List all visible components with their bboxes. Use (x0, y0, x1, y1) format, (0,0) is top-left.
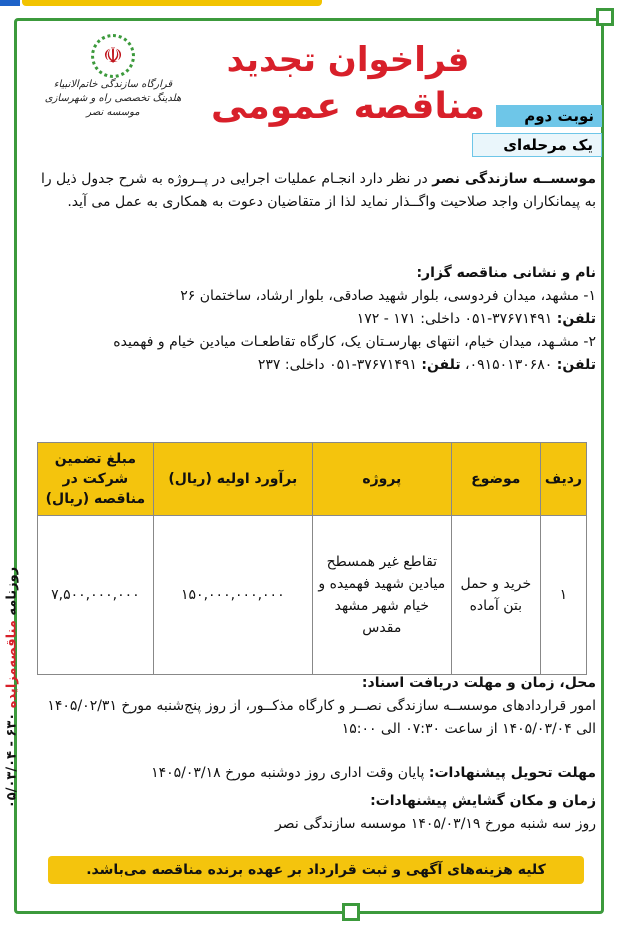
org-logo (38, 34, 188, 169)
phone-2 (34, 354, 596, 377)
phone-1 (34, 308, 596, 331)
frame-bottom-square (342, 903, 360, 921)
address-2: ۲- مشـهد، میدان خیام، انتهای بهارسـتان یک، کارگاه تقاطعـات میادین خیام و فهمیده (113, 334, 596, 350)
cell-project: تقاطع غیر همسطح میادین شهید فهمیده و خیام شهر مشهد مقدس (312, 516, 451, 675)
top-accent-blue (0, 0, 20, 6)
opening-section (34, 790, 596, 836)
side-suffix: ۶۳۰ - ۰۵/۰۳/۰۴ (4, 708, 20, 809)
phone-2-label: تلفن: (556, 357, 596, 373)
stage-tag: یک مرحله‌ای (472, 133, 602, 157)
address-1: ۱- مشهد، میدان فردوسی، بلوار شهید صادقی، بلوار ارشاد، ساختمان ۲۶ (180, 288, 596, 304)
deadline-section (34, 762, 596, 785)
header-guarantee: مبلغ تضمین شرکت در مناقصه (ریال) (38, 443, 154, 516)
intro-paragraph (34, 168, 596, 214)
org-name: موسســه سازندگی نصر (432, 171, 596, 187)
header-project: پروژه (312, 443, 451, 516)
logo-line-3: موسسه نصر (86, 107, 140, 118)
opening-heading: زمان و مکان گشایش پیشنهادات: (370, 793, 596, 809)
header-estimate: برآورد اولیه (ریال) (153, 443, 312, 516)
opening-text: روز سه شنبه مورخ ۱۴۰۵/۰۳/۱۹ موسسه سازندگی نصر (274, 816, 596, 832)
side-name: مناقصه‌مزایده (4, 620, 20, 709)
phone-1-value: ۳۷۶۷۱۴۹۱-۰۵۱ داخلی: ۱۷۱ - ۱۷۲ (356, 311, 557, 327)
table-header-row (38, 443, 587, 516)
newspaper-side-label (5, 538, 20, 838)
deadline-heading: مهلت تحویل پیشنهادات: (428, 765, 596, 781)
header-subject: موضوع (451, 443, 540, 516)
round-tag: نوبت دوم (496, 105, 602, 127)
cell-subject: خرید و حمل بتن آماده (451, 516, 540, 675)
title-line-1: فراخوان تجدید (226, 40, 470, 80)
docs-text: امور قراردادهای موسســه سازندگی نصــر و کارگاه مذکــور، از روز پنج‌شنبه مورخ ۱۴۰۵/۰۲/۳۱ الی ۱۴۰۵/۰۳/۰۴ از ساعت ۰۷:۳۰ الی ۱۵:۰۰ (47, 698, 596, 737)
title-line-2: مناقصه عمومی (211, 86, 485, 127)
docs-heading: محل، زمان و مهلت دریافت اسناد: (361, 675, 596, 691)
frame-corner-square (596, 8, 614, 26)
side-prefix: روزنامه (4, 566, 20, 621)
deadline-text: پایان وقت اداری روز دوشنبه مورخ ۱۴۰۵/۰۳/۱۸ (151, 765, 429, 781)
cost-notice-banner: کلیه هزینه‌های آگهی و ثبت قرارداد بر عهده برنده مناقصه می‌باشد. (48, 856, 584, 884)
address-section (34, 262, 596, 377)
intro-text: در نظر دارد انجـام عملیات اجرایی در پــروژه به شرح جدول ذیل را به پیمانکاران واجد صلاحیت واگــذار نماید لذا از متقاضیان دعوت به همکاری به عمل می آید. (40, 171, 596, 210)
docs-section (34, 672, 596, 741)
cell-guarantee: ۷,۵۰۰,۰۰۰,۰۰۰ (38, 516, 154, 675)
address-heading: نام و نشانی مناقصه گزار: (416, 265, 596, 281)
phone-1-label: تلفن: (556, 311, 596, 327)
table-row (38, 516, 587, 675)
ad-title (200, 38, 496, 132)
tender-table (37, 442, 587, 675)
logo-line-1: قرارگاه سازندگی خاتم‌الانبیاء (53, 79, 173, 90)
logo-line-2: هلدینگ تخصصی راه و شهرسازی (44, 93, 182, 104)
emblem-icon: ☫ (91, 34, 135, 78)
phone-2-value: ۰۹۱۵۰۱۳۰۶۸۰، (460, 357, 557, 373)
cell-row-number: ۱ (540, 516, 586, 675)
top-accent-strip (22, 0, 322, 6)
header-row-number: ردیف (540, 443, 586, 516)
cell-estimate: ۱۵۰,۰۰۰,۰۰۰,۰۰۰ (153, 516, 312, 675)
phone-2b-value: ۳۷۶۷۱۴۹۱-۰۵۱ داخلی: ۲۳۷ (257, 357, 422, 373)
phone-2b-label: تلفن: (421, 357, 461, 373)
